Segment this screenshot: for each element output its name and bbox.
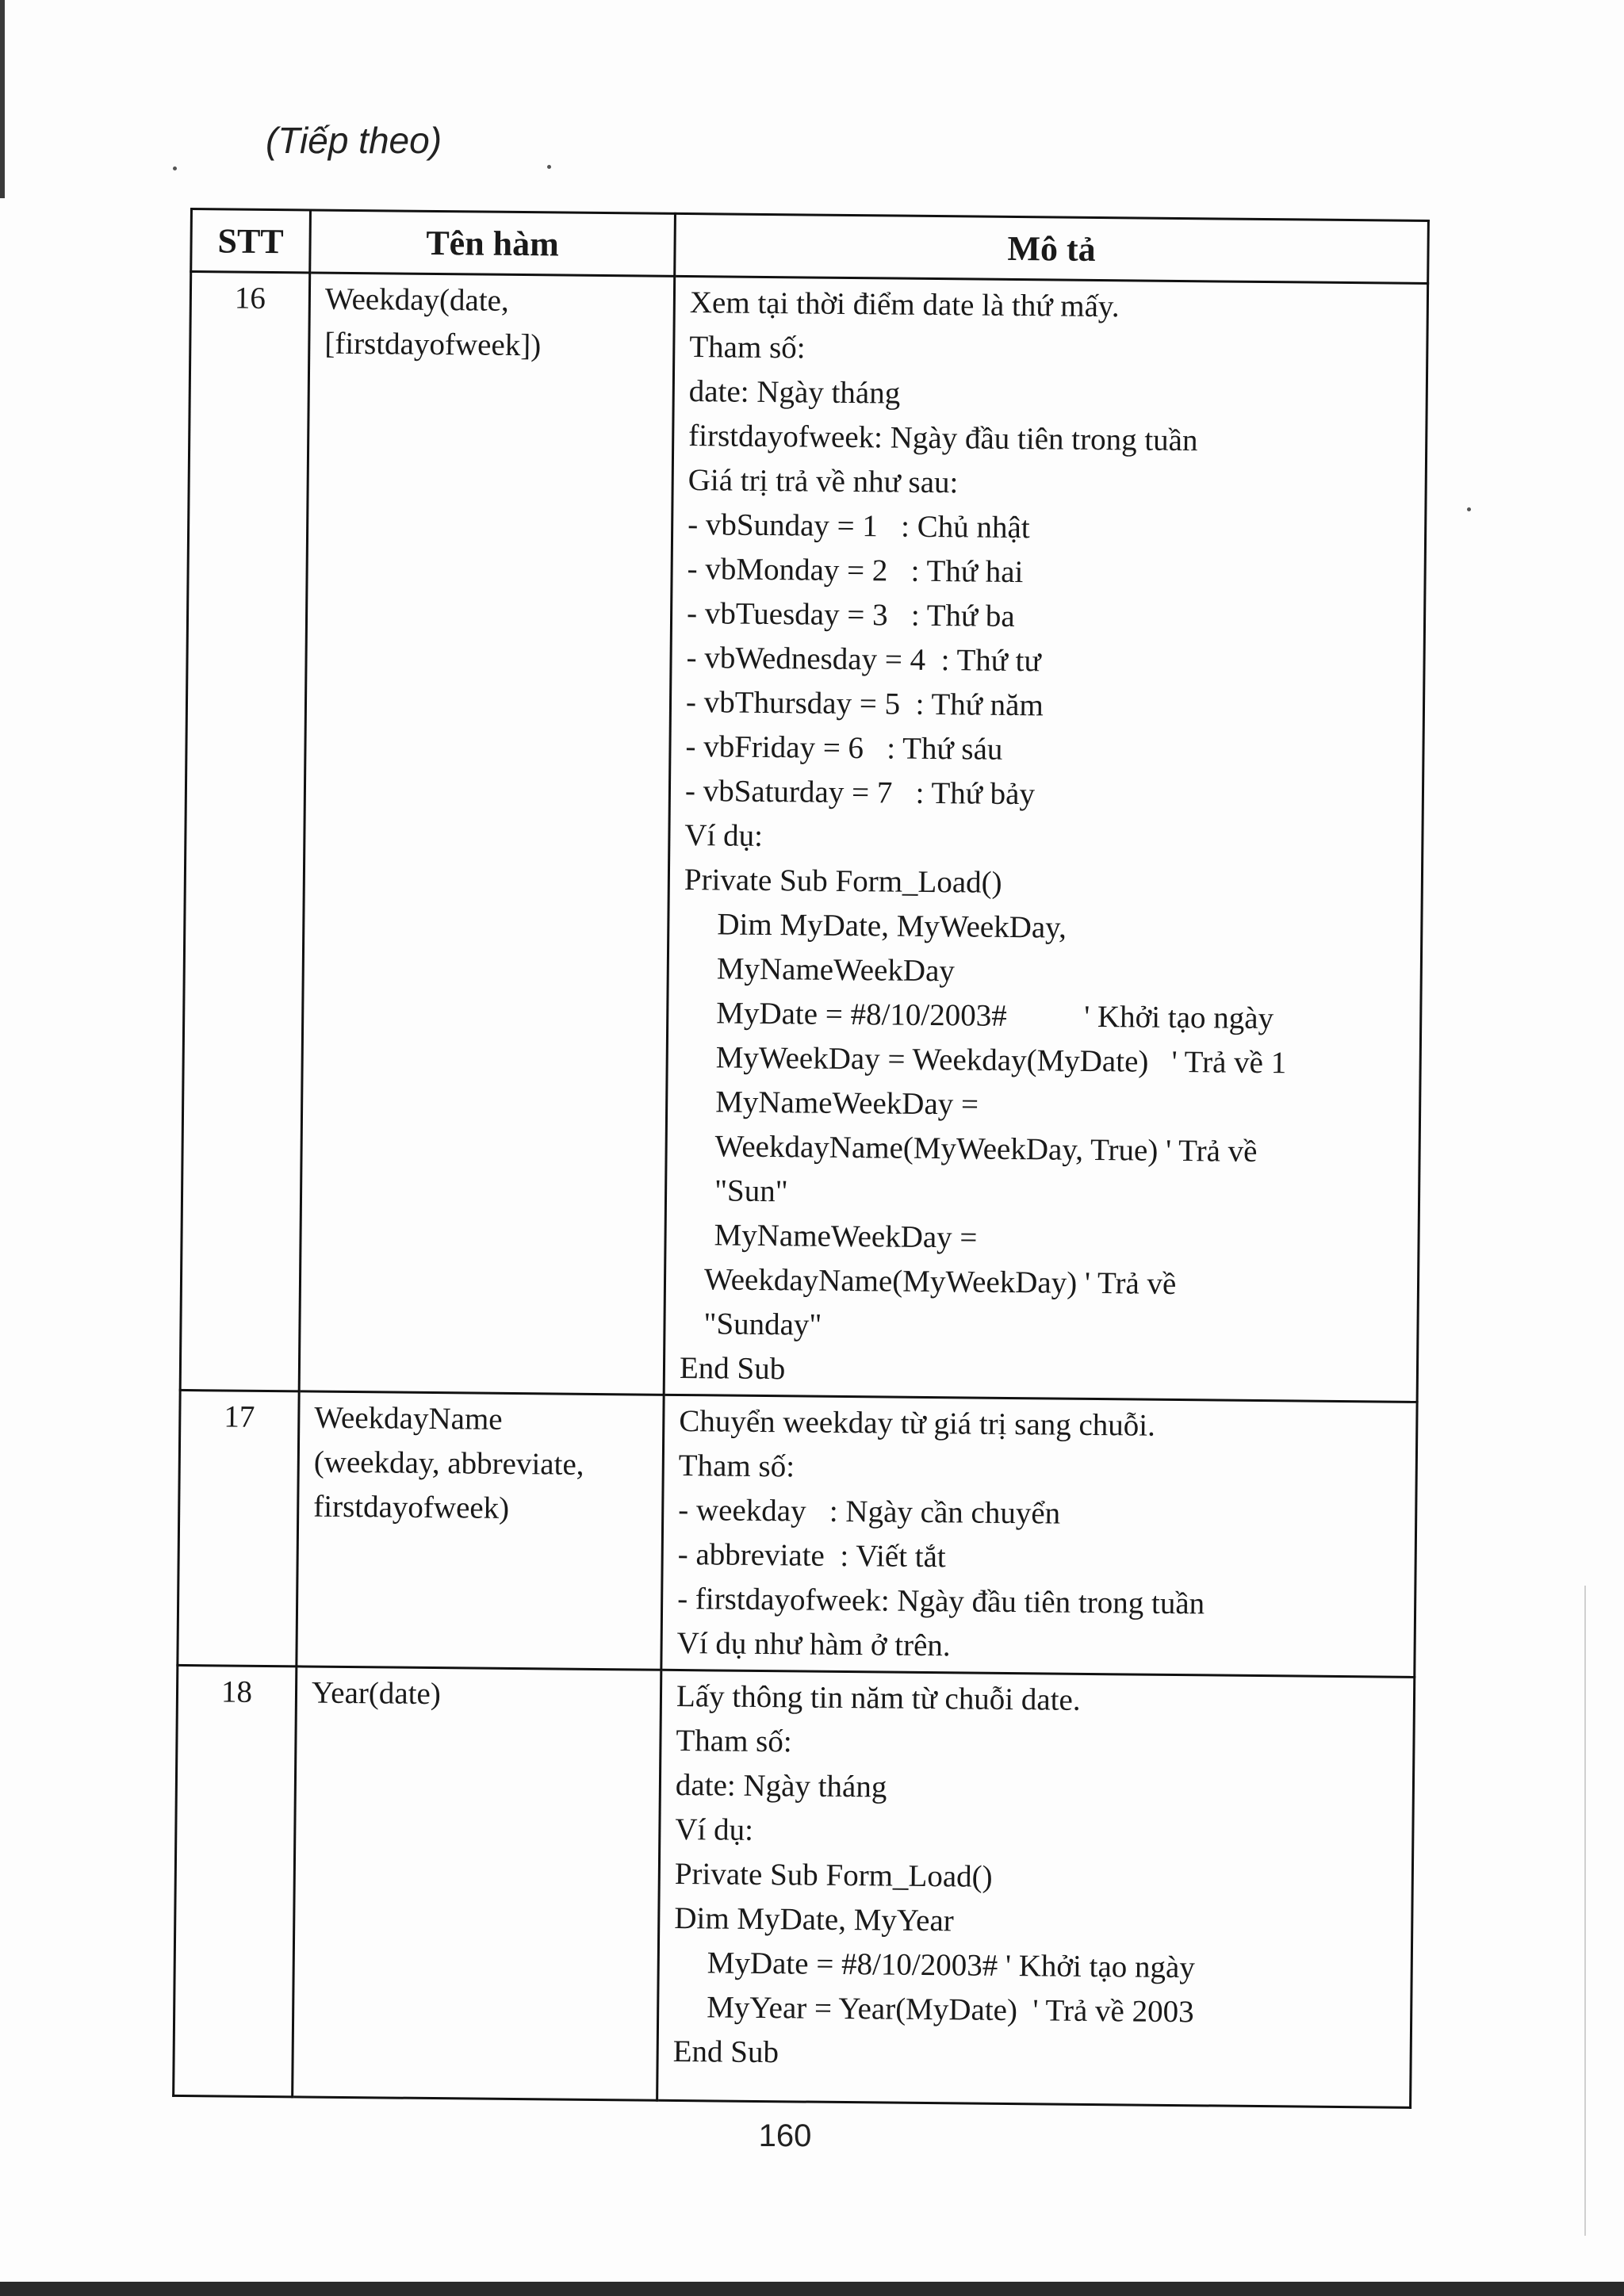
- table-row: [180, 272, 1427, 1402]
- scan-speck: [1467, 507, 1471, 511]
- desc-line: Ví dụ:: [684, 818, 764, 853]
- code-line: MyDate = #8/10/2003# ' Khởi tạo ngày: [716, 996, 1274, 1036]
- code-line: "Sunday": [703, 1307, 822, 1342]
- name-line: Year(date): [311, 1675, 442, 1712]
- row-stt: 16: [180, 272, 310, 1391]
- desc-line: - abbreviate : Viết tắt: [677, 1536, 946, 1575]
- code-line: Dim MyDate, MyYear: [674, 1900, 954, 1938]
- desc-line: - vbWednesday = 4 : Thứ tư: [686, 641, 1041, 679]
- code-line: Private Sub Form_Load(): [674, 1856, 993, 1894]
- row-description: [657, 1670, 1415, 2107]
- scan-edge-left: [0, 0, 5, 198]
- name-line: (weekday, abbreviate,: [313, 1445, 584, 1482]
- row-stt: 17: [178, 1390, 299, 1666]
- desc-line: - firstdayofweek: Ngày đầu tiên trong tuần: [676, 1581, 1205, 1621]
- desc-line: - vbSunday = 1 : Chủ nhật: [687, 507, 1030, 545]
- row-description: [661, 1395, 1417, 1677]
- header-stt: STT: [191, 209, 311, 273]
- name-line: Weekday(date,: [324, 281, 509, 318]
- desc-line: Ví dụ:: [675, 1812, 754, 1847]
- desc-line: - weekday : Ngày cần chuyển: [678, 1492, 1061, 1531]
- desc-line: Tham số:: [678, 1448, 795, 1484]
- header-function-name: Tên hàm: [310, 210, 676, 276]
- row-stt: 18: [174, 1665, 297, 2096]
- desc-line: date: Ngày tháng: [675, 1767, 887, 1804]
- function-table: [172, 208, 1430, 2109]
- desc-line: - vbMonday = 2 : Thứ hai: [687, 552, 1024, 590]
- desc-line: Ví dụ như hàm ở trên.: [676, 1625, 951, 1663]
- row-function-name: [297, 1391, 664, 1670]
- header-description: Mô tả: [675, 213, 1429, 283]
- desc-line: - vbThursday = 5 : Thứ năm: [685, 685, 1044, 723]
- name-line: [firstdayofweek]): [324, 326, 542, 363]
- code-line: MyWeekDay = Weekday(MyDate) ' Trả về 1: [715, 1040, 1287, 1081]
- desc-line: - vbSaturday = 7 : Thứ bảy: [684, 774, 1036, 812]
- scan-edge-bottom: [0, 2282, 1624, 2296]
- code-line: MyNameWeekDay =: [714, 1218, 978, 1255]
- desc-line: Tham số:: [676, 1723, 792, 1759]
- code-line: Dim MyDate, MyWeekDay,: [717, 907, 1067, 945]
- desc-line: Tham số:: [689, 330, 806, 365]
- code-line: Private Sub Form_Load(): [684, 863, 1002, 900]
- row-function-name: [293, 1667, 661, 2100]
- page-number: 160: [758, 2118, 812, 2153]
- row-description: [664, 276, 1428, 1402]
- scan-speck: [547, 165, 551, 169]
- desc-line: firstdayofweek: Ngày đầu tiên trong tuần: [688, 419, 1198, 458]
- code-line: WeekdayName(MyWeekDay, True) ' Trả về: [714, 1129, 1258, 1169]
- name-line: firstdayofweek): [313, 1489, 510, 1525]
- code-line: End Sub: [672, 2034, 779, 2070]
- desc-line: Giá trị trả về như sau:: [688, 463, 959, 500]
- code-line: MyNameWeekDay =: [714, 1085, 979, 1122]
- desc-line: date: Ngày tháng: [688, 374, 901, 411]
- code-line: "Sun": [714, 1173, 788, 1209]
- row-function-name: [299, 273, 675, 1395]
- desc-line: - vbTuesday = 3 : Thứ ba: [686, 596, 1015, 634]
- name-line: WeekdayName: [314, 1400, 503, 1437]
- code-line: MyNameWeekDay: [716, 951, 956, 989]
- scan-speck: [173, 166, 177, 170]
- code-line: WeekdayName(MyWeekDay) ' Trả về: [703, 1262, 1177, 1301]
- code-line: MyDate = #8/10/2003# ' Khởi tạo ngày: [707, 1946, 1196, 1985]
- desc-line: Lấy thông tin năm từ chuỗi date.: [676, 1678, 1081, 1717]
- code-line: MyYear = Year(MyDate) ' Trả về 2003: [707, 1990, 1194, 2030]
- code-line: End Sub: [679, 1350, 786, 1387]
- desc-line: Chuyển weekday từ giá trị sang chuỗi.: [679, 1403, 1156, 1443]
- table-row: [174, 1665, 1415, 2107]
- scan-edge-right: [1584, 1586, 1586, 2236]
- desc-line: Xem tại thời điểm date là thứ mấy.: [689, 285, 1120, 324]
- continued-label: (Tiếp theo): [266, 120, 442, 161]
- function-table-frame: [172, 208, 1427, 2083]
- desc-line: - vbFriday = 6 : Thứ sáu: [685, 729, 1003, 767]
- table-row: [178, 1390, 1417, 1677]
- table-header-row: [191, 209, 1429, 284]
